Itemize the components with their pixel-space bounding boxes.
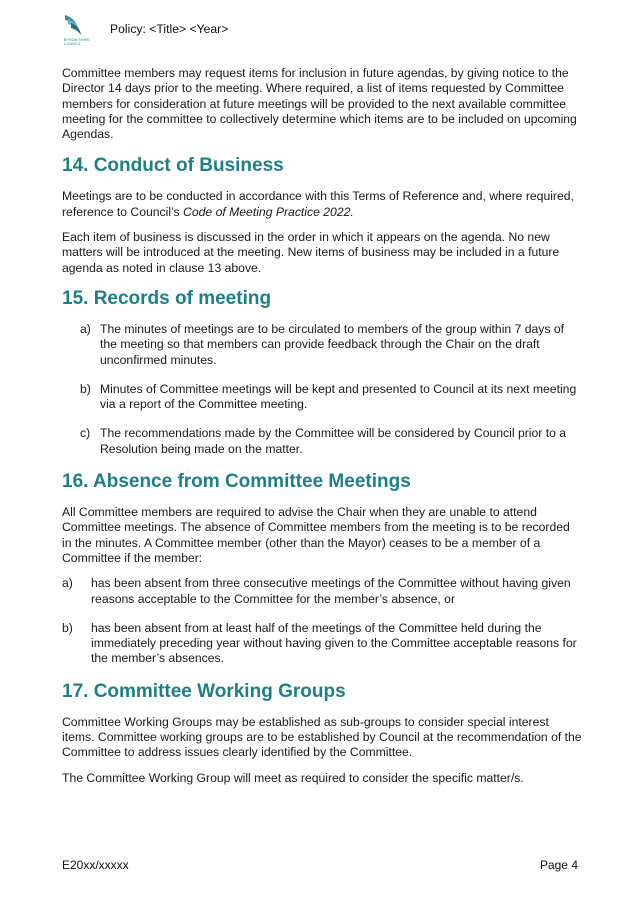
section-14-heading: 14. Conduct of Business [62, 155, 284, 177]
page-header [62, 12, 622, 52]
section-17-heading: 17. Committee Working Groups [62, 680, 346, 702]
list-item: c) The recommendations made by the Committee will be considered by Council prior to a Resolution being made on the matter. [80, 426, 567, 456]
wave-logo-icon [62, 14, 88, 36]
intro-paragraph: Committee members may request items for inclusion in future agendas, by giving notice to the Director 14 days prior to the meeting. Where required, a list of items requested by Committee members for consideration at future meetings will be provided to the next available committee meeting for the committee to collectively determine which items are to be included on upcoming Agendas. [62, 66, 577, 142]
council-logo [62, 14, 92, 50]
list-item: a) The minutes of meetings are to be circulated to members of the group within 7 days of the meeting so that members can provide feedback through the Chair on the draft unconfirmed minutes. [80, 321, 565, 367]
logo-wordmark: BYRON SHIRE COUNCIL [64, 38, 90, 46]
page-number: Page 4 [539, 858, 578, 872]
section-17-paragraph-2: The Committee Working Group will meet as required to consider the specific matter/s. [62, 770, 524, 785]
absence-list [62, 576, 582, 666]
document-number: E20xx/xxxxx [62, 858, 129, 872]
section-14-paragraph-2: Each item of business is discussed in the order in which it appears on the agenda. No new matters will be introduced at the meeting. New items of business may be included in a future agenda as noted in clause 13 above. [62, 230, 560, 275]
records-list [62, 322, 582, 457]
section-16-paragraph: All Committee members are required to advise the Chair when they are unable to attend Committee meetings. The absence of Committee members from the meeting is to be recorded in the minutes. A Committee member (other than the Mayor) ceases to be a member of a Committee if the member: [62, 505, 570, 565]
document-body [62, 66, 582, 786]
list-item: b) has been absent from at least half of the meetings of the Committee held during the immediately preceding year without having given to the Committee acceptable reasons for the member’s absences. [62, 620, 577, 666]
section-17-paragraph-1: Committee Working Groups may be established as sub-groups to consider special interest items. Committee working groups are to be established by Council at the recommendation of the Committee to address issues clearly identified by the Committee. [62, 714, 582, 760]
policy-title: Policy: <Title> <Year> [110, 22, 229, 36]
section-14-paragraph-1: Meetings are to be conducted in accordance with this Terms of Reference and, where required, reference to Council’s Code of Meeting Practice 2022. [62, 189, 574, 219]
section-15-heading: 15. Records of meeting [62, 287, 272, 309]
section-16-heading: 16. Absence from Committee Meetings [62, 471, 411, 493]
list-item: a) has been absent from three consecutive meetings of the Committee without having given reasons acceptable to the Committee for the member’s absence, or [62, 576, 571, 606]
list-item: b) Minutes of Committee meetings will be kept and presented to Council at its next meeting via a report of the Committee meeting. [80, 381, 577, 412]
